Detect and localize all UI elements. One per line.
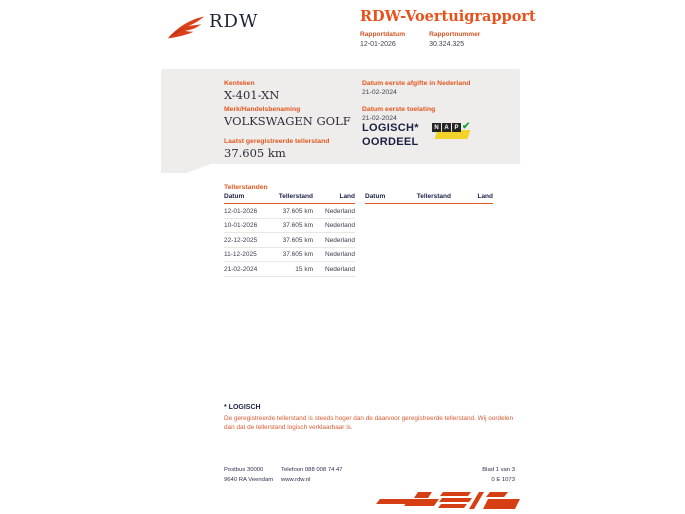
header-land: Land	[477, 193, 493, 200]
kenteken-label: Kenteken	[224, 80, 255, 87]
nap-letter-p: P	[452, 123, 461, 132]
merk-value: VOLKSWAGEN GOLF	[224, 114, 351, 128]
nap-letter-a: A	[442, 123, 451, 132]
vehicle-summary-card	[161, 69, 520, 164]
table-row: 12-01-2026 37.605 km Nederland	[224, 204, 355, 219]
footer-website: www.rdw.nl	[281, 477, 311, 483]
eerste-toelating-value: 21-02-2024	[362, 115, 397, 122]
eerste-afgifte-label: Datum eerste afgifte in Nederland	[362, 80, 471, 87]
page-title: RDW-Voertuigrapport	[360, 8, 536, 25]
header-tellerstand: Tellerstand	[416, 193, 451, 200]
footer-address-line2: 9640 RA Veendam	[224, 477, 274, 483]
eerste-toelating-label: Datum eerste toelating	[362, 106, 436, 113]
header-tellerstand: Tellerstand	[278, 193, 313, 200]
report-meta	[360, 31, 480, 48]
table-row: 21-02-2024 15 km Nederland	[224, 262, 355, 277]
table-row: 10-01-2026 37.605 km Nederland	[224, 219, 355, 234]
tellerstanden-left-rows	[224, 204, 355, 277]
laatste-tellerstand-label: Laatst geregistreerde tellerstand	[224, 138, 330, 145]
header-datum: Datum	[224, 193, 245, 200]
report-number-value: 30.324.325	[429, 41, 465, 48]
footer-contact	[281, 465, 343, 485]
table-header-row	[365, 193, 493, 204]
report-date-value: 12-01-2026	[360, 41, 396, 48]
table-header-row	[224, 193, 355, 204]
footer-page-info	[430, 465, 515, 485]
footer-form-code: 0 E 1073	[491, 477, 515, 483]
laatste-tellerstand-value: 37.605 km	[224, 146, 286, 160]
footer-address-line1: Postbus 30000	[224, 467, 264, 473]
tellerstanden-table-right	[365, 193, 493, 204]
oordeel-line2: OORDEEL	[362, 136, 419, 148]
nap-letter-n: N	[432, 123, 441, 132]
table-row: 22-12-2025 37.605 km Nederland	[224, 233, 355, 248]
nap-checkmark-icon: ✔	[462, 121, 471, 132]
footer-phone: Telefoon 088 008 74 47	[281, 467, 343, 473]
report-date-label: Rapportdatum	[360, 31, 406, 38]
eerste-afgifte-value: 21-02-2024	[362, 89, 397, 96]
logisch-footnote-body: De geregistreerde tellerstand is steeds hoger dan de daarvoor geregistreerde tellerstand. Wij oordelen dan dat de tellerstand logisch verklaarbaar is.	[224, 415, 514, 431]
rdw-logo-icon	[167, 13, 205, 41]
logisch-footnote-title: * LOGISCH	[224, 404, 261, 411]
decorative-stripes-graphic	[368, 489, 520, 513]
header-land: Land	[339, 193, 355, 200]
oordeel-line1: LOGISCH*	[362, 122, 419, 134]
report-date	[360, 31, 405, 48]
table-row: 11-12-2025 37.605 km Nederland	[224, 248, 355, 263]
tellerstanden-table-left	[224, 193, 355, 277]
rdw-brand-wordmark: RDW	[209, 11, 259, 32]
footer-page-indicator: Blad 1 van 3	[482, 467, 515, 473]
merk-label: Merk/Handelsbenaming	[224, 106, 301, 113]
tellerstanden-section-title: Tellerstanden	[224, 184, 268, 191]
report-number-label: Rapportnummer	[429, 31, 481, 38]
footer-address	[224, 465, 273, 485]
nap-letter-squares	[432, 123, 461, 132]
report-number	[429, 31, 480, 48]
nap-logo	[432, 123, 474, 141]
kenteken-value: X-401-XN	[224, 88, 280, 102]
logisch-oordeel-badge	[362, 121, 419, 149]
header-datum: Datum	[365, 193, 386, 200]
